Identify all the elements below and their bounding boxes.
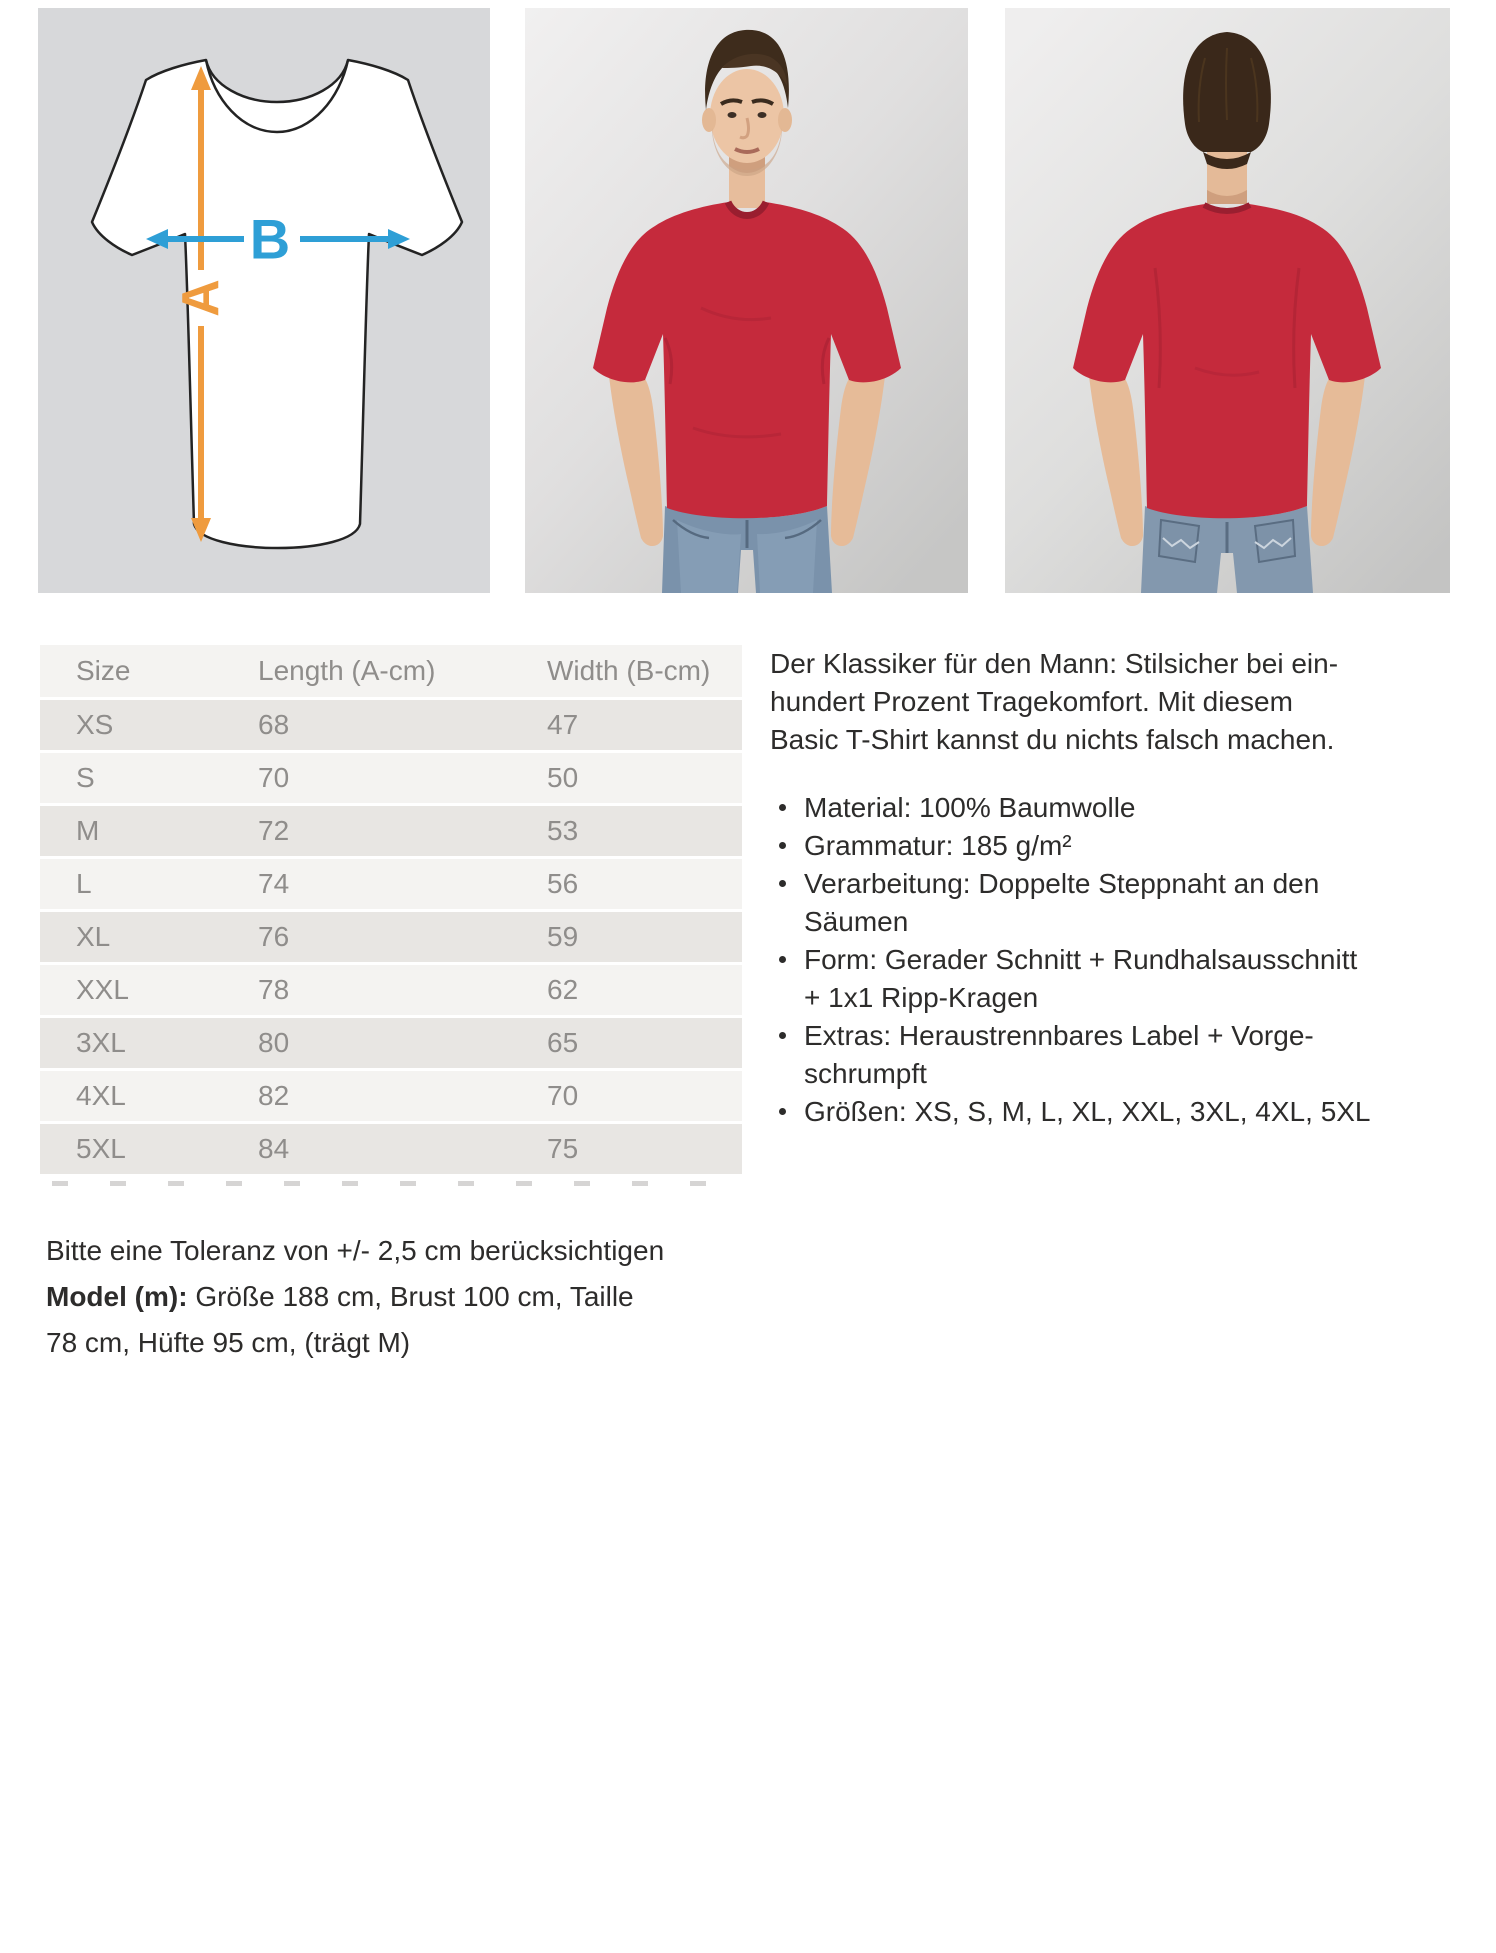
bullet-line: schrumpft [804,1058,927,1089]
measure-label-b: B [249,207,291,271]
model-note-line2: 78 cm, Hüfte 95 cm, (trägt M) [46,1327,411,1358]
table-row [40,912,742,962]
bullet-dot [779,956,786,963]
table-cell: 75 [547,1133,579,1164]
table-row [40,1124,742,1174]
size-diagram-image [38,8,490,593]
table-row [40,1018,742,1068]
table-cell: M [76,815,100,846]
bullet-line: Verarbeitung: Doppelte Steppnaht an den [804,868,1320,899]
bullet-dot [779,1108,786,1115]
column-header-size: Size [76,655,131,686]
table-cell: 70 [547,1080,579,1111]
intro-line: Der Klassiker für den Mann: Stilsicher bei ein- [770,648,1339,679]
model-note-line1 [46,1274,686,1320]
table-cell: 65 [547,1027,579,1058]
intro-line: hundert Prozent Tragekomfort. Mit diesem [770,686,1293,717]
table-cell: XS [76,709,114,740]
bullet-line: Form: Gerader Schnitt + Rundhalsausschnitt [804,944,1358,975]
table-cell: S [76,762,95,793]
table-cell: L [76,868,92,899]
bullet-line: + 1x1 Ripp-Kragen [804,982,1039,1013]
table-cell: 74 [258,868,290,899]
table-row [40,965,742,1015]
clipped-next-row [52,1181,712,1186]
bullet-item [770,827,1432,865]
table-cell: 70 [258,762,290,793]
bullet-item [770,941,1432,1017]
table-cell: 72 [258,815,290,846]
product-photo-front [525,8,968,593]
size-table-rows [40,700,742,1174]
bullet-dot [779,880,786,887]
measure-label-a: A [172,279,230,317]
column-header-length: Length (A-cm) [258,655,436,686]
table-row [40,859,742,909]
bullet-item [770,1017,1432,1093]
tolerance-note: Bitte eine Toleranz von +/- 2,5 cm berücksichtigen [46,1235,665,1266]
column-header-width: Width (B-cm) [547,655,711,686]
bullet-line: Größen: XS, S, M, L, XL, XXL, 3XL, 4XL, 5XL [804,1096,1371,1127]
table-cell: 82 [258,1080,290,1111]
model-label: Model (m): [46,1281,188,1312]
bullet-dot [779,842,786,849]
size-notes [46,1228,686,1366]
table-cell: XL [76,921,111,952]
bullet-item [770,789,1432,827]
table-cell: 4XL [76,1080,126,1111]
table-cell: 50 [547,762,579,793]
size-table-header [40,645,742,697]
table-cell: 3XL [76,1027,126,1058]
table-row [40,700,742,750]
bullet-item [770,865,1432,941]
table-cell: 47 [547,709,579,740]
model-note-text: Größe 188 cm, Brust 100 cm, Taille [195,1281,634,1312]
face [710,69,784,163]
description-intro [770,645,1432,759]
bullet-dot [779,804,786,811]
product-photo-back [1005,8,1450,593]
bullet-line: Extras: Heraustrennbares Label + Vorge- [804,1020,1314,1051]
bullet-line: Säumen [804,906,909,937]
product-description [770,645,1432,1131]
table-row [40,1071,742,1121]
table-cell: 5XL [76,1133,126,1164]
table-cell: 59 [547,921,579,952]
description-bullets [770,789,1432,1131]
table-cell: 78 [258,974,290,1005]
table-cell: 80 [258,1027,290,1058]
table-row [40,753,742,803]
bullet-item [770,1093,1432,1131]
bullet-line: Grammatur: 185 g/m² [804,830,1072,861]
table-cell: 84 [258,1133,290,1164]
table-cell: 76 [258,921,290,952]
table-cell: 62 [547,974,579,1005]
table-cell: 56 [547,868,579,899]
table-cell: XXL [76,974,129,1005]
table-cell: 53 [547,815,579,846]
table-cell: 68 [258,709,290,740]
table-row [40,806,742,856]
intro-line: Basic T-Shirt kannst du nichts falsch machen. [770,724,1335,755]
bullet-line: Material: 100% Baumwolle [804,792,1136,823]
bullet-dot [779,1032,786,1039]
size-table [40,645,742,1177]
